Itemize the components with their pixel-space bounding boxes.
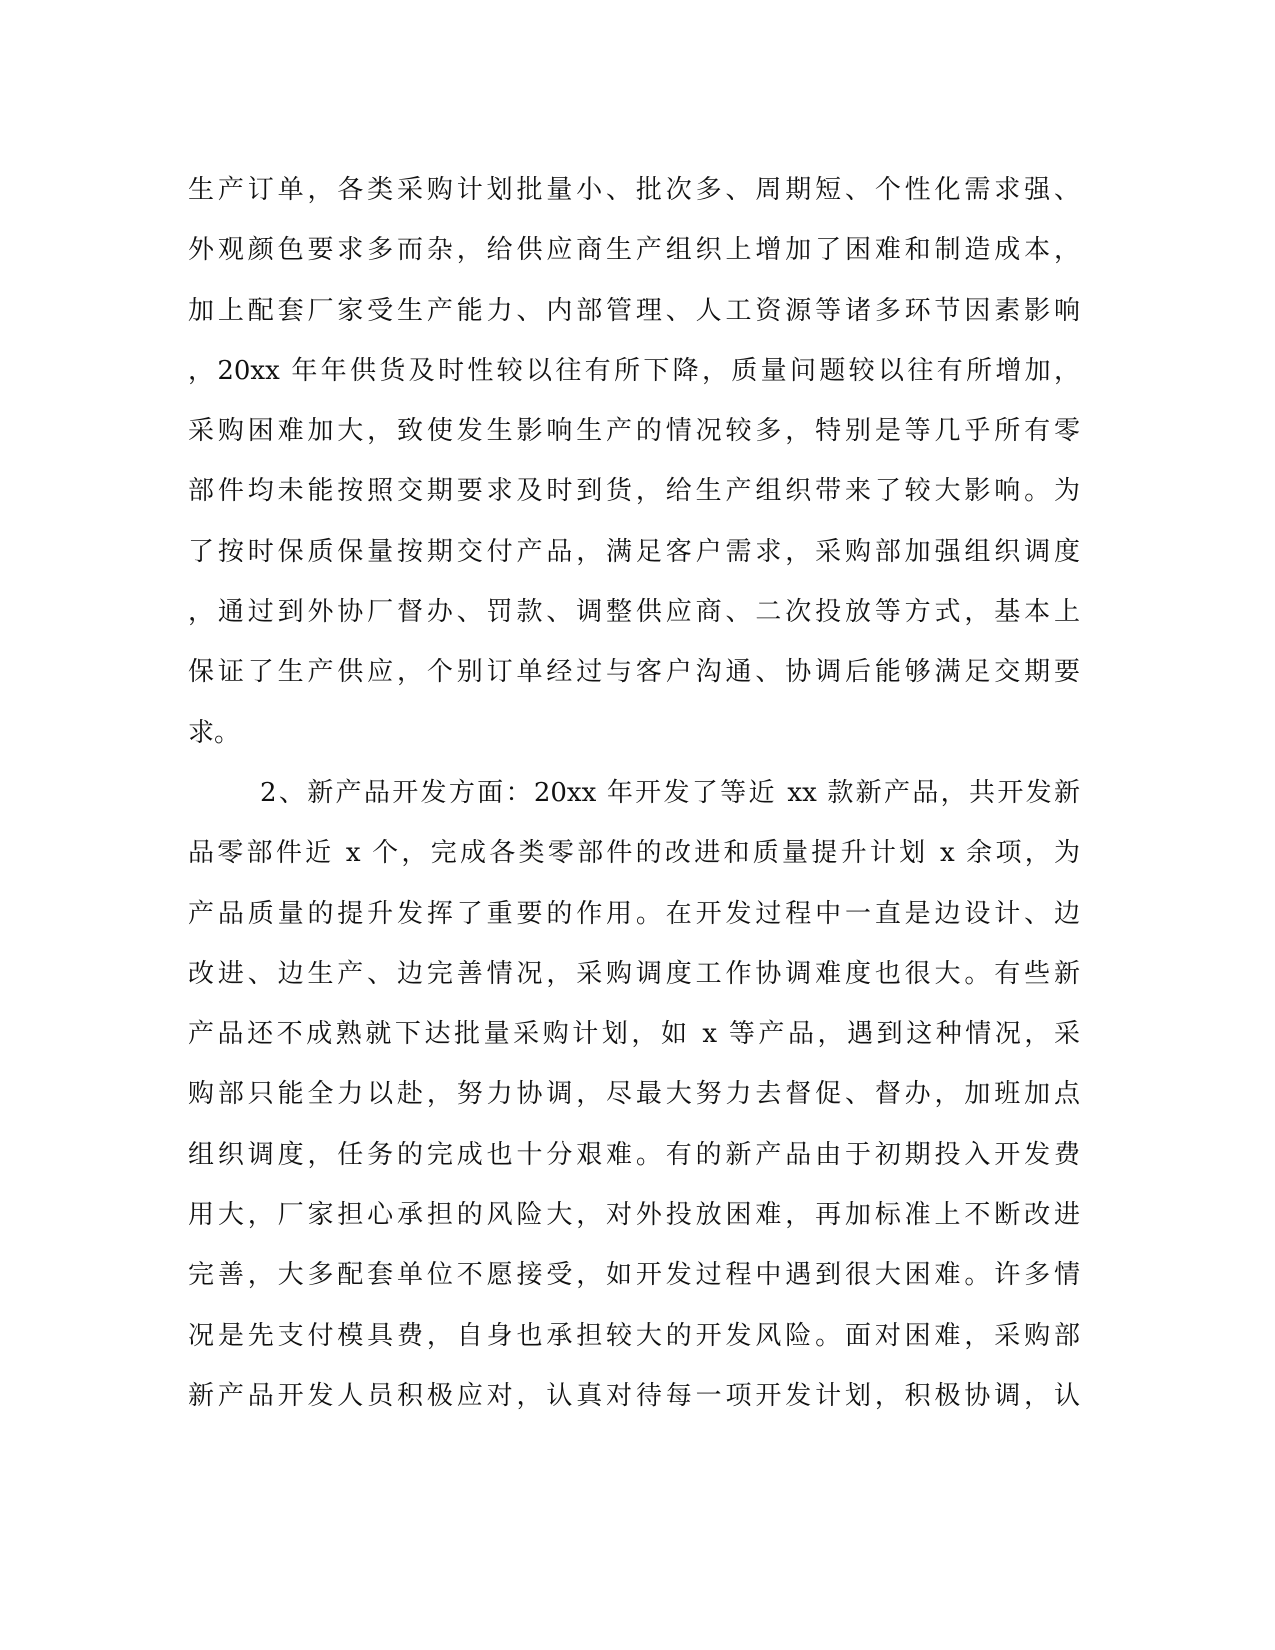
text-line: 外观颜色要求多而杂，给供应商生产组织上增加了困难和制造成本， xyxy=(188,235,1080,266)
text-line: 了按时保质保量按期交付产品，满足客户需求，采购部加强组织调度 xyxy=(188,536,1080,567)
text-line: 保证了生产供应，个别订单经过与客户沟通、协调后能够满足交期要 xyxy=(188,657,1080,688)
text-line: 品零部件近 x 个，完成各类零部件的改进和质量提升计划 x 余项，为 xyxy=(188,838,1080,869)
text-line: ，20xx 年年供货及时性较以往有所下降，质量问题较以往有所增加， xyxy=(188,355,1080,386)
text-line: 组织调度，任务的完成也十分艰难。有的新产品由于初期投入开发费 xyxy=(188,1139,1080,1170)
paragraph-start-line: 2、新产品开发方面：20xx 年开发了等近 xx 款新产品，共开发新 xyxy=(260,777,1080,808)
text-line: 改进、边生产、边完善情况，采购调度工作协调难度也很大。有些新 xyxy=(188,958,1080,989)
text-line: 求。 xyxy=(188,717,241,748)
text-line: 采购困难加大，致使发生影响生产的情况较多，特别是等几乎所有零 xyxy=(188,416,1080,447)
text-line: 新产品开发人员积极应对，认真对待每一项开发计划，积极协调，认 xyxy=(188,1380,1080,1411)
body-text xyxy=(188,160,1080,1426)
text-line: 生产订单，各类采购计划批量小、批次多、周期短、个性化需求强、 xyxy=(188,175,1080,205)
text-line: 产品质量的提升发挥了重要的作用。在开发过程中一直是边设计、边 xyxy=(188,898,1080,929)
text-line: 用大，厂家担心承担的风险大，对外投放困难，再加标准上不断改进 xyxy=(188,1200,1080,1231)
text-line: 况是先支付模具费，自身也承担较大的开发风险。面对困难，采购部 xyxy=(188,1320,1080,1351)
text-line: 加上配套厂家受生产能力、内部管理、人工资源等诸多环节因素影响 xyxy=(188,295,1080,326)
text-line: ，通过到外协厂督办、罚款、调整供应商、二次投放等方式，基本上 xyxy=(188,597,1080,628)
text-line: 产品还不成熟就下达批量采购计划，如 x 等产品，遇到这种情况，采 xyxy=(188,1019,1080,1050)
text-line: 部件均未能按照交期要求及时到货，给生产组织带来了较大影响。为 xyxy=(188,476,1080,507)
text-line: 购部只能全力以赴，努力协调，尽最大努力去督促、督办，加班加点 xyxy=(188,1079,1080,1110)
text-line: 完善，大多配套单位不愿接受，如开发过程中遇到很大困难。许多情 xyxy=(188,1260,1080,1291)
